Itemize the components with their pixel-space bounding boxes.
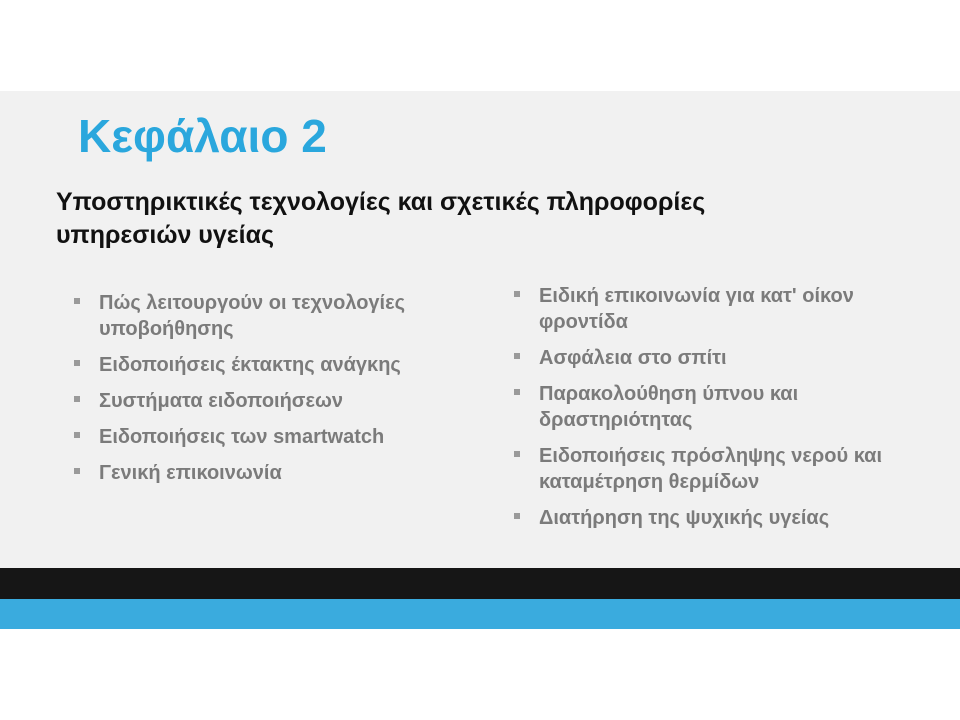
bullet-text: Ειδοποιήσεις των smartwatch	[99, 426, 385, 448]
bullet-text: Διατήρηση της ψυχικής υγείας	[539, 507, 830, 529]
list-item	[514, 443, 934, 495]
list-item	[514, 505, 934, 531]
bullet-text: Συστήματα ειδοποιήσεων	[99, 390, 343, 412]
bullet-text: Γενική επικοινωνία	[99, 462, 282, 484]
square-bullet-icon	[74, 468, 80, 474]
square-bullet-icon	[514, 389, 520, 395]
bullet-text: Πώς λειτουργούν οι τεχνολογίες υποβοήθησης	[99, 292, 405, 340]
list-item	[74, 388, 454, 414]
bullet-text: Παρακολούθηση ύπνου και δραστηριότητας	[539, 383, 799, 431]
list-item	[74, 352, 454, 378]
list-item	[514, 381, 934, 433]
list-item	[74, 290, 454, 342]
list-item	[74, 460, 454, 486]
list-item	[514, 345, 934, 371]
footer-blue-band	[0, 599, 960, 629]
square-bullet-icon	[514, 513, 520, 519]
square-bullet-icon	[514, 451, 520, 457]
footer-dark-band	[0, 568, 960, 599]
square-bullet-icon	[514, 291, 520, 297]
right-bullet-list	[514, 283, 934, 541]
square-bullet-icon	[74, 432, 80, 438]
bullet-text: Ειδοποιήσεις έκτακτης ανάγκης	[99, 354, 401, 376]
slide-subtitle: Υποστηρικτικές τεχνολογίες και σχετικές πληροφορίες υπηρεσιών υγείας	[56, 188, 706, 249]
left-bullet-list	[74, 290, 454, 496]
list-item	[74, 424, 454, 450]
square-bullet-icon	[74, 396, 80, 402]
list-item	[514, 283, 934, 335]
square-bullet-icon	[74, 360, 80, 366]
chapter-title: Κεφάλαιο 2	[78, 110, 327, 162]
bullet-text: Ειδοποιήσεις πρόσληψης νερού και καταμέτρηση θερμίδων	[539, 445, 883, 493]
bullet-text: Ασφάλεια στο σπίτι	[539, 347, 727, 369]
square-bullet-icon	[514, 353, 520, 359]
square-bullet-icon	[74, 298, 80, 304]
bullet-text: Ειδική επικοινωνία για κατ' οίκον φροντίδα	[539, 285, 854, 333]
